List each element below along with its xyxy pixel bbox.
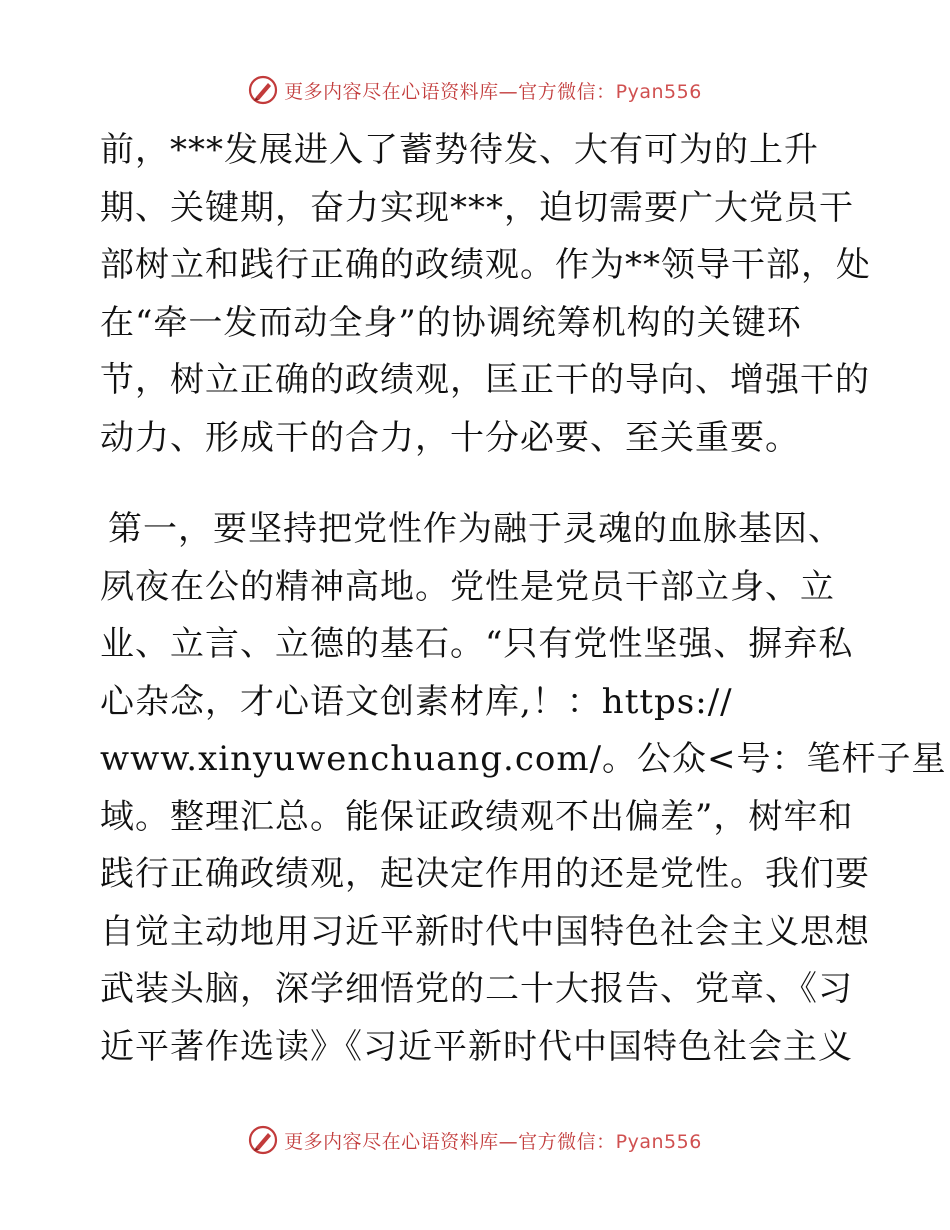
text-line: 近平著作选读》《习近平新时代中国特色社会主义: [100, 1026, 853, 1067]
header-banner: [0, 70, 950, 110]
text-line: 自觉主动地用习近平新时代中国特色社会主义思想: [100, 911, 870, 952]
text-line: 武装头脑，深学细悟党的二十大报告、党章、《习: [100, 969, 853, 1009]
pen-logo-icon: [248, 75, 278, 105]
text-line: 第一，要坚持把党性作为融于灵魂的血脉基因、: [108, 509, 843, 549]
text-line: 动力、形成干的合力，十分必要、至关重要。: [100, 417, 800, 458]
footer-banner-text: 更多内容尽在心语资料库—官方微信：Pyan556: [284, 1130, 702, 1153]
text-line: 业、立言、立德的基石。“只有党性坚强、摒弃私: [100, 624, 854, 664]
text-line: 节，树立正确的政绩观，匡正干的导向、增强干的: [100, 360, 870, 400]
header-banner-text: 更多内容尽在心语资料库—官方微信：Pyan556: [284, 80, 702, 103]
text-line: 期、关键期，奋力实现***，迫切需要广大党员干: [100, 187, 854, 228]
text-line: 前，***发展进入了蓄势待发、大有可为的上升: [100, 130, 819, 170]
text-line: 践行正确政绩观，起决定作用的还是党性。我们要: [100, 854, 870, 894]
footer-banner: [0, 1120, 950, 1160]
paragraph-1: [100, 122, 871, 467]
paragraph-gap: [100, 467, 860, 501]
pen-logo-icon: [248, 1125, 278, 1155]
text-line: 在“牵一发而动全身”的协调统筹机构的关键环: [100, 302, 802, 343]
text-line: 部树立和践行正确的政绩观。作为**领导干部，处: [100, 245, 871, 285]
text-line: 心杂念，才心语文创素材库,！：https://: [100, 681, 733, 722]
text-line: www.xinyuwenchuang.com/。公众<号：笔杆子星: [100, 739, 947, 779]
text-line: 夙夜在公的精神高地。党性是党员干部立身、立: [100, 566, 835, 607]
document-body: [100, 122, 947, 1076]
paragraph-2: [100, 501, 947, 1076]
text-line: 域。整理汇总。能保证政绩观不出偏差”，树牢和: [100, 796, 854, 837]
